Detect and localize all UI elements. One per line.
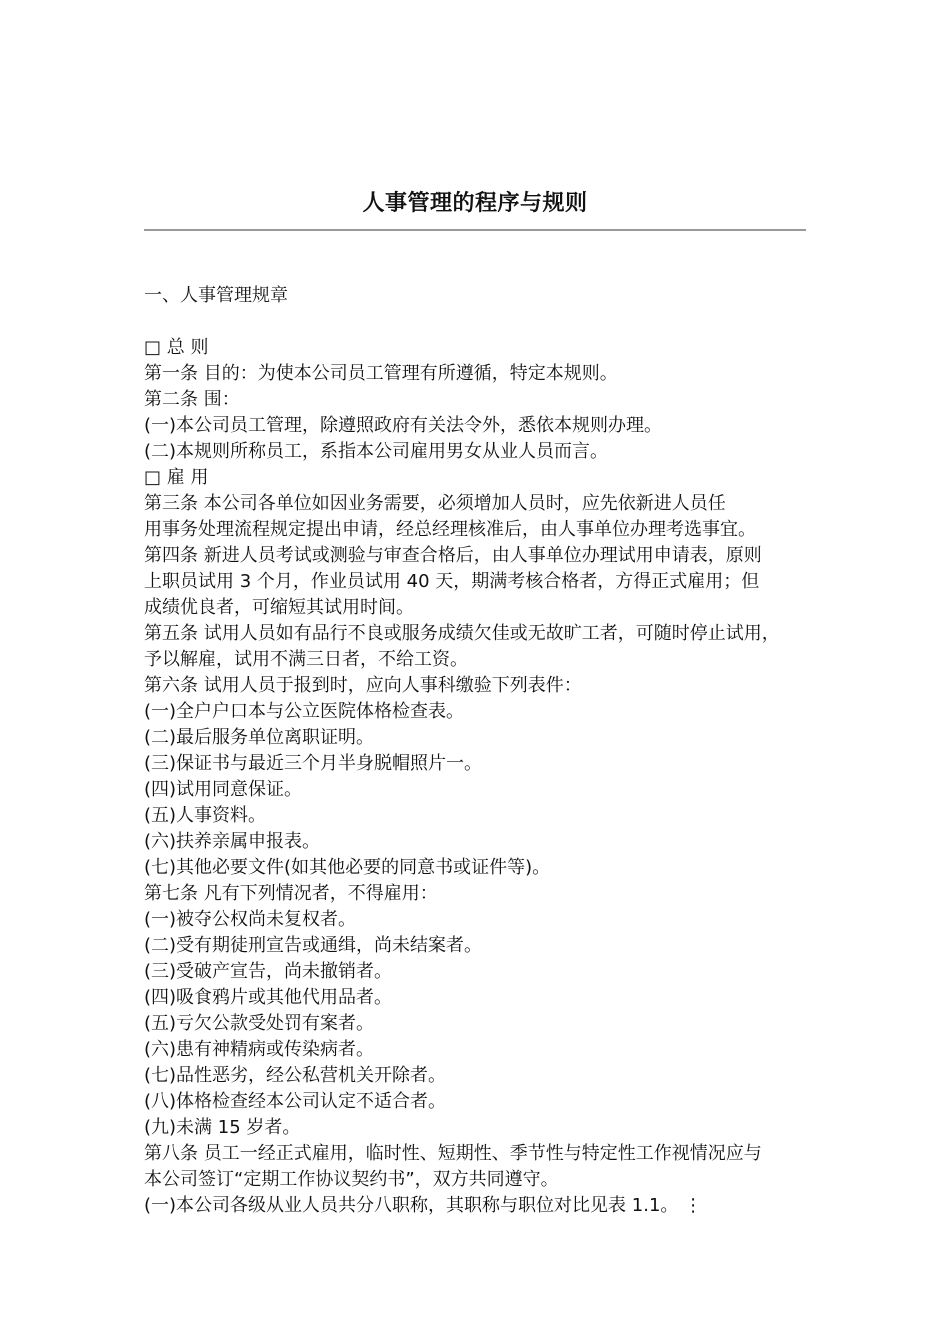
- body-line: (四)吸食鸦片或其他代用品者。: [144, 987, 393, 1008]
- section-heading: 一、人事管理规章: [144, 285, 288, 306]
- body-line: (五)人事资料。: [144, 805, 267, 826]
- body-line: 上职员试用 3 个月，作业员试用 40 天，期满考核合格者，方得正式雇用；但: [144, 571, 760, 592]
- body-line: (六)患有神精病或传染病者。: [144, 1039, 375, 1060]
- body-line: (三)受破产宣告，尚未撤销者。: [144, 961, 393, 982]
- body-line: □ 总 则: [144, 337, 209, 358]
- body-line: 第三条 本公司各单位如因业务需要，必须增加人员时，应先依新进人员任: [144, 493, 726, 514]
- body-line: 予以解雇，试用不满三日者，不给工资。: [144, 649, 468, 670]
- body-line: 成绩优良者，可缩短其试用时间。: [144, 597, 414, 618]
- document-title: 人事管理的程序与规则: [362, 191, 588, 216]
- body-line: (一)本公司员工管理，除遵照政府有关法令外，悉依本规则办理。: [144, 415, 663, 436]
- body-line: (一)本公司各级从业人员共分八职称，其职称与职位对比见表 1.1。 ⋮: [144, 1195, 703, 1216]
- body-line: (八)体格检查经本公司认定不适合者。: [144, 1091, 447, 1112]
- body-line: 用事务处理流程规定提出申请，经总经理核准后，由人事单位办理考选事宜。: [144, 519, 756, 540]
- body-line: 第八条 员工一经正式雇用，临时性、短期性、季节性与特定性工作视情况应与: [144, 1143, 762, 1164]
- body-line: (二)受有期徒刑宣告或通缉，尚未结案者。: [144, 935, 483, 956]
- body-line: (三)保证书与最近三个月半身脱帽照片一。: [144, 753, 483, 774]
- body-line: 第七条 凡有下列情况者，不得雇用：: [144, 883, 438, 904]
- body-line: (九)未满 15 岁者。: [144, 1117, 301, 1138]
- body-line: (二)最后服务单位离职证明。: [144, 727, 375, 748]
- body-line: (四)试用同意保证。: [144, 779, 303, 800]
- body-line: 第一条 目的：为使本公司员工管理有所遵循，特定本规则。: [144, 363, 618, 384]
- body-line: (一)全户户口本与公立医院体格检查表。: [144, 701, 465, 722]
- document-body: [144, 335, 834, 1219]
- body-line: 第六条 试用人员于报到时，应向人事科缴验下列表件：: [144, 675, 582, 696]
- body-line: 第五条 试用人员如有品行不良或服务成绩欠佳或无故旷工者，可随时停止试用，: [144, 623, 780, 644]
- body-line: (一)被夺公权尚未复权者。: [144, 909, 357, 930]
- body-line: 第四条 新进人员考试或测验与审查合格后，由人事单位办理试用申请表，原则: [144, 545, 762, 566]
- body-line: (七)其他必要文件(如其他必要的同意书或证件等)。: [144, 857, 551, 878]
- body-line: (五)亏欠公款受处罚有案者。: [144, 1013, 375, 1034]
- body-line: 第二条 围：: [144, 389, 240, 410]
- body-line: □ 雇 用: [144, 467, 209, 488]
- body-line: (七)品性恶劣，经公私营机关开除者。: [144, 1065, 447, 1086]
- body-line: (二)本规则所称员工，系指本公司雇用男女从业人员而言。: [144, 441, 609, 462]
- body-line: (六)扶养亲属申报表。: [144, 831, 321, 852]
- body-line: 本公司签订“定期工作协议契约书”，双方共同遵守。: [144, 1169, 559, 1190]
- title-divider: [144, 229, 806, 231]
